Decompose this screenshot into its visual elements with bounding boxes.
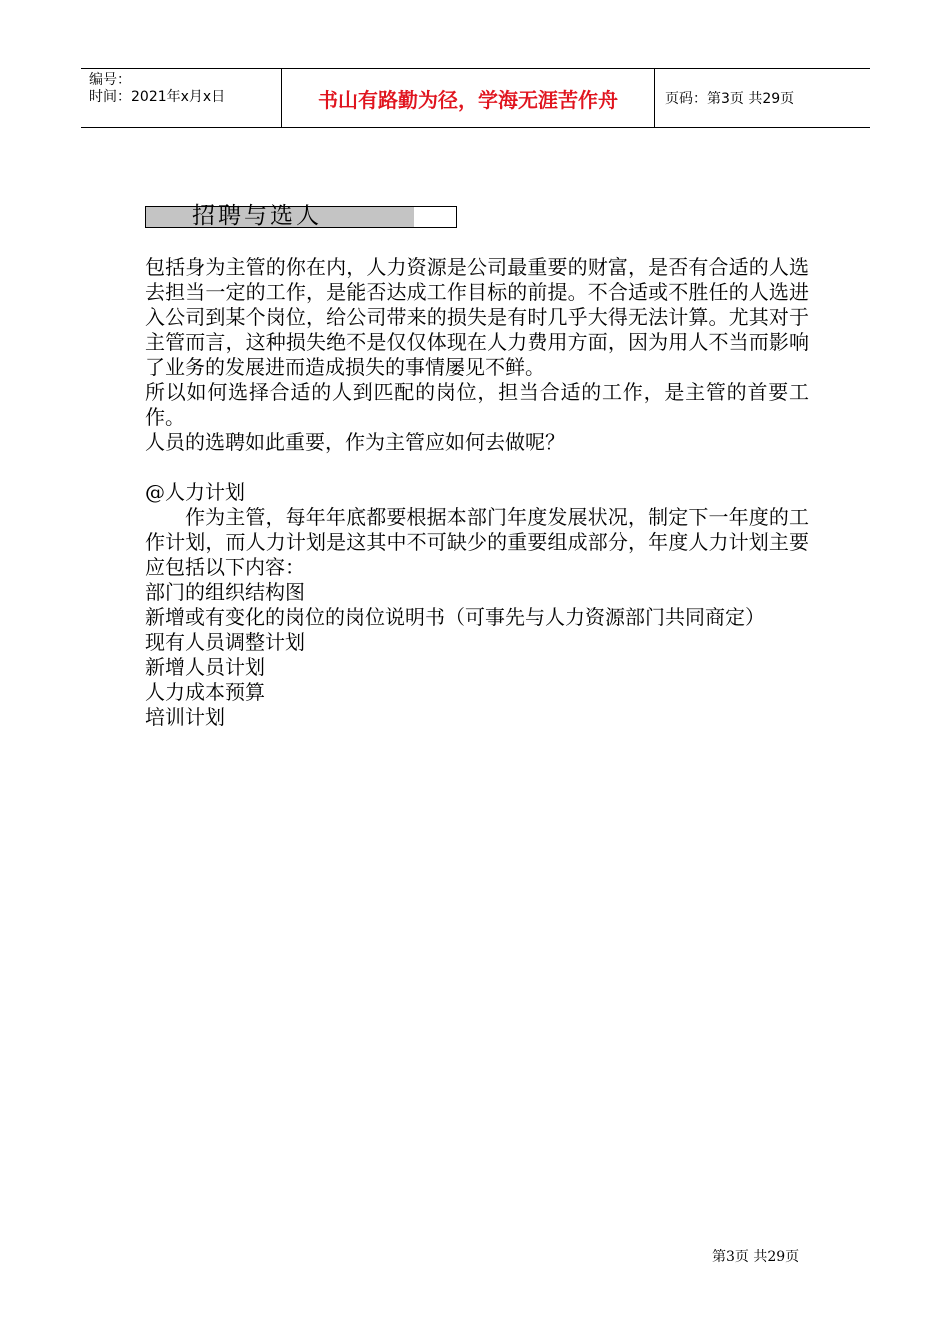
document-number-label: 编号： [89,72,131,88]
page-header [81,68,870,128]
paragraph-intro: 包括身为主管的你在内，人力资源是公司最重要的财富，是否有合适的人选去担当一定的工作，是能否达成工作目标的前提。不合适或不胜任的人选进入公司到某个岗位，给公司带来的损失是有时几乎大得无法计算。尤其对于主管而言，这种损失绝不是仅仅体现在人力费用方面，因为用人不当而影响了业务的发展进而造成损失的事情屡见不鲜。 [145,255,809,379]
header-motto: 书山有路勤为径，学海无涯苦作舟 [281,69,655,127]
list-item: 新增人员计划 [145,655,265,679]
list-item: 新增或有变化的岗位的岗位说明书（可事先与人力资源部门共同商定） [145,605,765,629]
paragraph-manpower-plan: 作为主管，每年年底都要根据本部门年度发展状况，制定下一年度的工作计划，而人力计划是这其中不可缺少的重要组成部分，年度人力计划主要应包括以下内容： [145,505,809,579]
document-body [145,255,809,730]
list-item: 人力成本预算 [145,680,265,704]
header-meta [81,69,281,127]
header-page-info: 页码：第3页 共29页 [665,91,795,107]
list-item: 培训计划 [145,705,225,729]
list-item: 现有人员调整计划 [145,630,305,654]
page-footer: 第3页 共29页 [712,1249,800,1265]
document-date: 时间：2021年x月x日 [89,89,226,105]
paragraph-importance: 所以如何选择合适的人到匹配的岗位，担当合适的工作，是主管的首要工作。 [145,380,809,429]
section-title-box [145,203,457,229]
paragraph-question: 人员的选聘如此重要，作为主管应如何去做呢？ [145,430,565,454]
subheading-manpower-plan: @人力计划 [145,480,245,504]
blank-line [145,455,809,480]
section-title: 招聘与选人 [192,203,322,229]
list-item: 部门的组织结构图 [145,580,305,604]
